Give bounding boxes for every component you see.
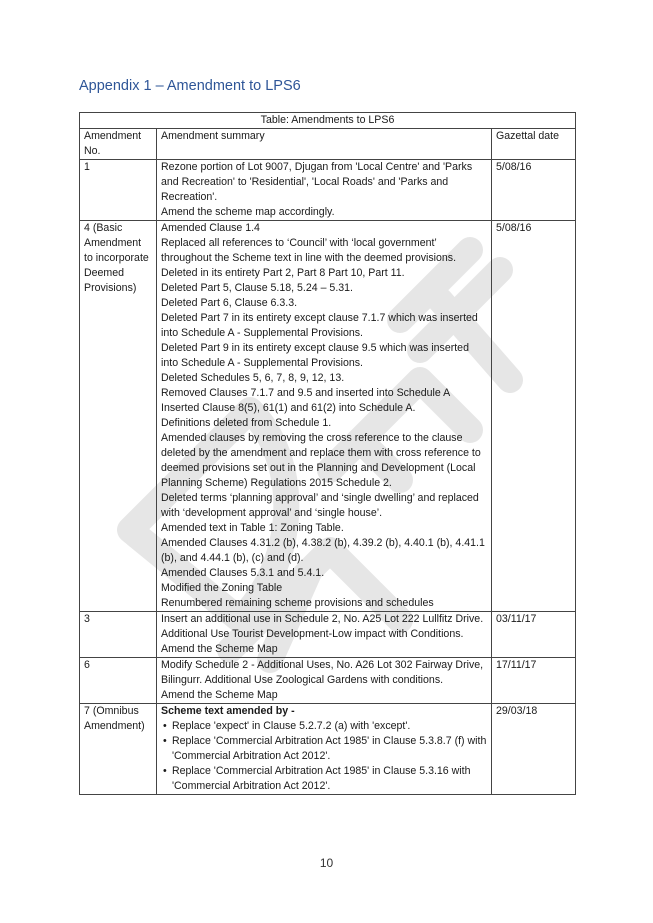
summary-line: Amended Clauses 5.3.1 and 5.4.1. — [161, 567, 325, 579]
table-row — [80, 612, 576, 658]
summary-line: Renumbered remaining scheme provisions and schedules — [161, 597, 434, 609]
summary-line: Amend the Scheme Map — [161, 689, 278, 701]
amendment-summary — [157, 658, 492, 704]
bullet-glyph: • — [163, 720, 167, 732]
table-caption-row — [80, 113, 576, 129]
column-header-amendment-summary: Amendment summary — [157, 129, 492, 160]
bullet-text: Replace 'expect' in Clause 5.2.7.2 (a) with 'except'. — [172, 720, 411, 732]
amendment-summary — [157, 160, 492, 221]
table-caption: Table: Amendments to LPS6 — [80, 113, 576, 129]
column-header-amendment-no: Amendment No. — [80, 129, 157, 160]
summary-line: Deleted Part 6, Clause 6.3.3. — [161, 297, 298, 309]
gazettal-date: 17/11/17 — [492, 658, 576, 704]
amendment-number: 4 (Basic Amendment to incorporate Deemed Provisions) — [80, 221, 157, 612]
summary-line: Modified the Zoning Table — [161, 582, 283, 594]
bullet-glyph: • — [163, 735, 167, 747]
table-row — [80, 160, 576, 221]
summary-line: Insert an additional use in Schedule 2, No. A25 Lot 222 Lullfitz Drive. Additional Use Tourist Development-Low impact with Conditions. — [161, 613, 484, 640]
summary-line: Amended clauses by removing the cross reference to the clause deleted by the amendment and replace them with cross reference to deemed provisions set out in the Planning and Development (Local Planning Scheme) Regulations 2015 Schedule 2. — [161, 432, 481, 489]
summary-line: Amend the Scheme Map — [161, 643, 278, 655]
summary-line: Modify Schedule 2 - Additional Uses, No. A26 Lot 302 Fairway Drive, Bilingurr. Additional Use Zoological Gardens with conditions. — [161, 659, 484, 686]
bullet-item — [161, 764, 487, 794]
table-row — [80, 221, 576, 612]
amendment-summary — [157, 612, 492, 658]
amendment-number: 3 — [80, 612, 157, 658]
amendment-number: 1 — [80, 160, 157, 221]
summary-line: Amend the scheme map accordingly. — [161, 206, 335, 218]
gazettal-date: 03/11/17 — [492, 612, 576, 658]
table-row — [80, 704, 576, 795]
summary-line: Deleted Part 9 in its entirety except clause 9.5 which was inserted into Schedule A - Supplemental Provisions. — [161, 342, 469, 369]
amendment-summary — [157, 704, 492, 795]
amendment-summary — [157, 221, 492, 612]
summary-line: Removed Clauses 7.1.7 and 9.5 and inserted into Schedule A — [161, 387, 451, 399]
summary-line: Inserted Clause 8(5), 61(1) and 61(2) into Schedule A. — [161, 402, 416, 414]
summary-line: Amended Clauses 4.31.2 (b), 4.38.2 (b), 4.39.2 (b), 4.40.1 (b), 4.41.1 (b), and 4.44.1 (b), (c) and (d). — [161, 537, 485, 564]
summary-line: Replaced all references to ‘Council’ with ‘local government’ throughout the Scheme text in line with the deemed provisions. — [161, 237, 457, 264]
column-header-gazettal-date: Gazettal date — [492, 129, 576, 160]
amendment-number: 6 — [80, 658, 157, 704]
page-number: 10 — [319, 856, 334, 870]
summary-line: Definitions deleted from Schedule 1. — [161, 417, 332, 429]
bullet-item — [161, 719, 487, 734]
summary-line: Deleted Schedules 5, 6, 7, 8, 9, 12, 13. — [161, 372, 345, 384]
summary-line: Deleted Part 5, Clause 5.18, 5.24 – 5.31. — [161, 282, 353, 294]
summary-line: Amended Clause 1.4 — [161, 222, 260, 234]
appendix-heading: Appendix 1 – Amendment to LPS6 — [79, 78, 301, 94]
bullet-text: Replace 'Commercial Arbitration Act 1985' in Clause 5.3.16 with 'Commercial Arbitration Act 2012'. — [172, 765, 471, 792]
gazettal-date: 5/08/16 — [492, 160, 576, 221]
bullet-glyph: • — [163, 765, 167, 777]
table-row — [80, 658, 576, 704]
bullet-item — [161, 734, 487, 764]
summary-line: Amended text in Table 1: Zoning Table. — [161, 522, 344, 534]
gazettal-date: 5/08/16 — [492, 221, 576, 612]
amendments-table — [79, 112, 576, 795]
gazettal-date: 29/03/18 — [492, 704, 576, 795]
summary-line: Deleted Part 7 in its entirety except clause 7.1.7 which was inserted into Schedule A - Supplemental Provisions. — [161, 312, 478, 339]
bullet-text: Replace 'Commercial Arbitration Act 1985' in Clause 5.3.8.7 (f) with 'Commercial Arbitration Act 2012'. — [172, 735, 487, 762]
summary-heading: Scheme text amended by - — [161, 705, 295, 717]
summary-line: Deleted in its entirety Part 2, Part 8 Part 10, Part 11. — [161, 267, 405, 279]
amendment-number: 7 (Omnibus Amendment) — [80, 704, 157, 795]
summary-line: Deleted terms ‘planning approval’ and ‘single dwelling’ and replaced with ‘development approval’ and ‘single house’. — [161, 492, 479, 519]
table-header-row — [80, 129, 576, 160]
summary-line: Rezone portion of Lot 9007, Djugan from 'Local Centre' and 'Parks and Recreation' to 'Residential', 'Local Roads' and 'Parks and Recreation'. — [161, 161, 473, 203]
